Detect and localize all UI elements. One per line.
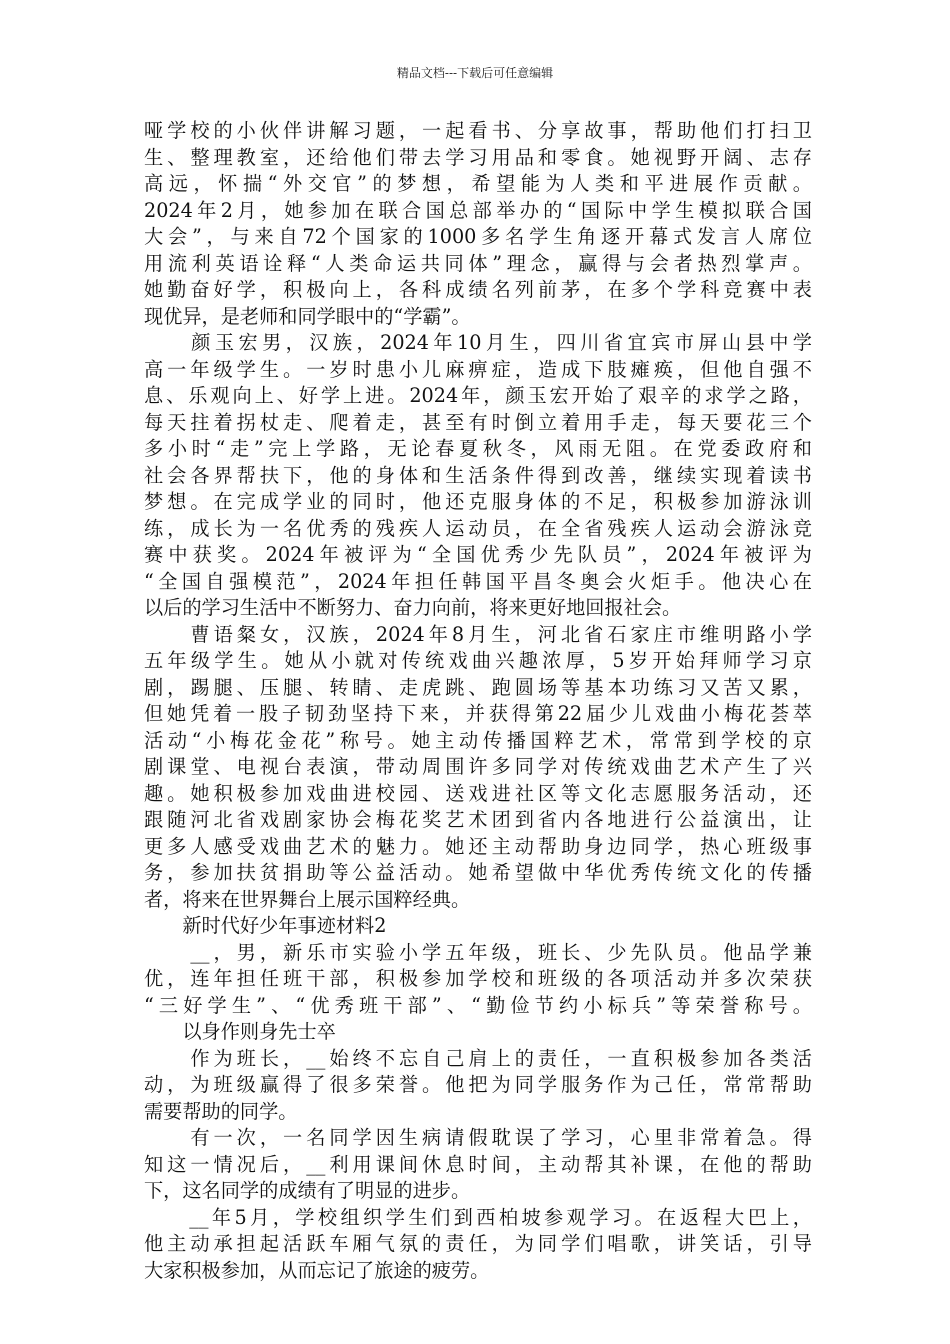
text-line: 社会各界帮扶下，他的身体和生活条件得到改善，继续实现着读书 [144, 463, 812, 487]
text-line: 曹语粲女，汉族，2024年8月生，河北省石家庄市维明路小学 [144, 622, 812, 646]
text-line: 颜玉宏男，汉族，2024年10月生，四川省宜宾市屏山县中学 [144, 331, 812, 354]
text-line: 息、乐观向上、好学上进。2024年，颜玉宏开始了艰辛的求学之路， [144, 384, 812, 407]
text-line: 高一年级学生。一岁时患小儿麻痹症，造成下肢瘫痪，但他自强不 [144, 357, 812, 381]
text-line: 用流利英语诠释“人类命运共同体”理念，赢得与会者热烈掌声。 [144, 251, 812, 275]
text-line: 跟随河北省戏剧家协会梅花奖艺术团到省内各地进行公益演出，让 [144, 808, 812, 831]
text-line: 他主动承担起活跃车厢气氛的责任，为同学们唱歌，讲笑话，引导 [144, 1232, 812, 1255]
text-line: 梦想。在完成学业的同时，他还克服身体的不足，积极参加游泳训 [144, 490, 812, 513]
text-line: 五年级学生。她从小就对传统戏曲兴趣浓厚，5岁开始拜师学习京 [144, 649, 812, 672]
text-line: 生、整理教室，还给他们带去学习用品和零食。她视野开阔、志存 [144, 145, 812, 169]
text-line: 更多人感受戏曲艺术的魅力。她还主动帮助身边同学，热心班级事 [144, 834, 812, 858]
text-line: 活动“小梅花金花”称号。她主动传播国粹艺术，常常到学校的京 [144, 728, 812, 752]
text-line: __，男，新乐市实验小学五年级，班长、少先队员。他品学兼 [144, 940, 812, 964]
section-heading: 新时代好少年事迹材料2 [144, 914, 387, 937]
text-line: 大家积极参加，从而忘记了旅途的疲劳。 [144, 1258, 490, 1282]
text-line: 高远，怀揣“外交官”的梦想，希望能为人类和平进展作贡献。 [144, 172, 812, 195]
text-line: 下，这名同学的成绩有了明显的进步。 [144, 1179, 471, 1202]
text-line: 动，为班级赢得了很多荣誉。他把为同学服务作为己任，常常帮助 [144, 1073, 812, 1096]
text-line: 哑学校的小伙伴讲解习题，一起看书、分享故事，帮助他们打扫卫 [144, 119, 812, 142]
text-line: 练，成长为一名优秀的残疾人运动员，在全省残疾人运动会游泳竞 [144, 516, 812, 540]
text-line: 2024年2月，她参加在联合国总部举办的“国际中学生模拟联合国 [144, 198, 812, 222]
text-line: “全国自强模范”，2024年担任韩国平昌冬奥会火炬手。他决心在 [144, 569, 812, 593]
text-line: 以后的学习生活中不断努力、奋力向前，将来更好地回报社会。 [144, 596, 682, 619]
text-line: 者，将来在世界舞台上展示国粹经典。 [144, 887, 471, 911]
text-line: 剧，踢腿、压腿、转睛、走虎跳、跑圆场等基本功练习又苦又累， [144, 675, 812, 699]
text-line: 知这一情况后，__利用课间休息时间，主动帮其补课，在他的帮助 [144, 1152, 812, 1176]
subsection-heading: 以身作则身先士卒 [144, 1020, 336, 1043]
text-line: 务，参加扶贫捐助等公益活动。她希望做中华优秀传统文化的传播 [144, 861, 812, 884]
text-line: 现优异，是老师和同学眼中的“学霸”。 [144, 304, 471, 328]
page-header: 精品文档---下载后可任意编辑 [396, 66, 554, 80]
text-line: 但她凭着一股子韧劲坚持下来，并获得第22届少儿戏曲小梅花荟萃 [144, 702, 812, 725]
text-line: 作为班长，__始终不忘自己肩上的责任，一直积极参加各类活 [144, 1046, 812, 1070]
document-body [144, 118, 812, 1284]
text-line: 赛中获奖。2024年被评为“全国优秀少先队员”，2024年被评为 [144, 543, 812, 566]
text-line: 剧课堂、电视台表演，带动周围许多同学对传统戏曲艺术产生了兴 [144, 755, 812, 778]
text-line: 大会”，与来自72个国家的1000多名学生角逐开幕式发言人席位 [144, 225, 812, 248]
text-line: __年5月，学校组织学生们到西柏坡参观学习。在返程大巴上， [144, 1205, 812, 1229]
text-line: 她勤奋好学，积极向上，各科成绩名列前茅，在多个学科竞赛中表 [144, 278, 812, 301]
text-line: 每天拄着拐杖走、爬着走，甚至有时倒立着用手走，每天要花三个 [144, 410, 812, 434]
text-line: 优，连年担任班干部，积极参加学校和班级的各项活动并多次荣获 [144, 967, 812, 990]
text-line: 趣。她积极参加戏曲进校园、送戏进社区等文化志愿服务活动，还 [144, 781, 812, 805]
text-line: “三好学生”、“优秀班干部”、“勤俭节约小标兵”等荣誉称号。 [144, 993, 812, 1017]
text-line: 需要帮助的同学。 [144, 1099, 298, 1123]
text-line: 有一次，一名同学因生病请假耽误了学习，心里非常着急。得 [144, 1126, 812, 1149]
text-line: 多小时“走”完上学路，无论春夏秋冬，风雨无阻。在党委政府和 [144, 437, 812, 460]
